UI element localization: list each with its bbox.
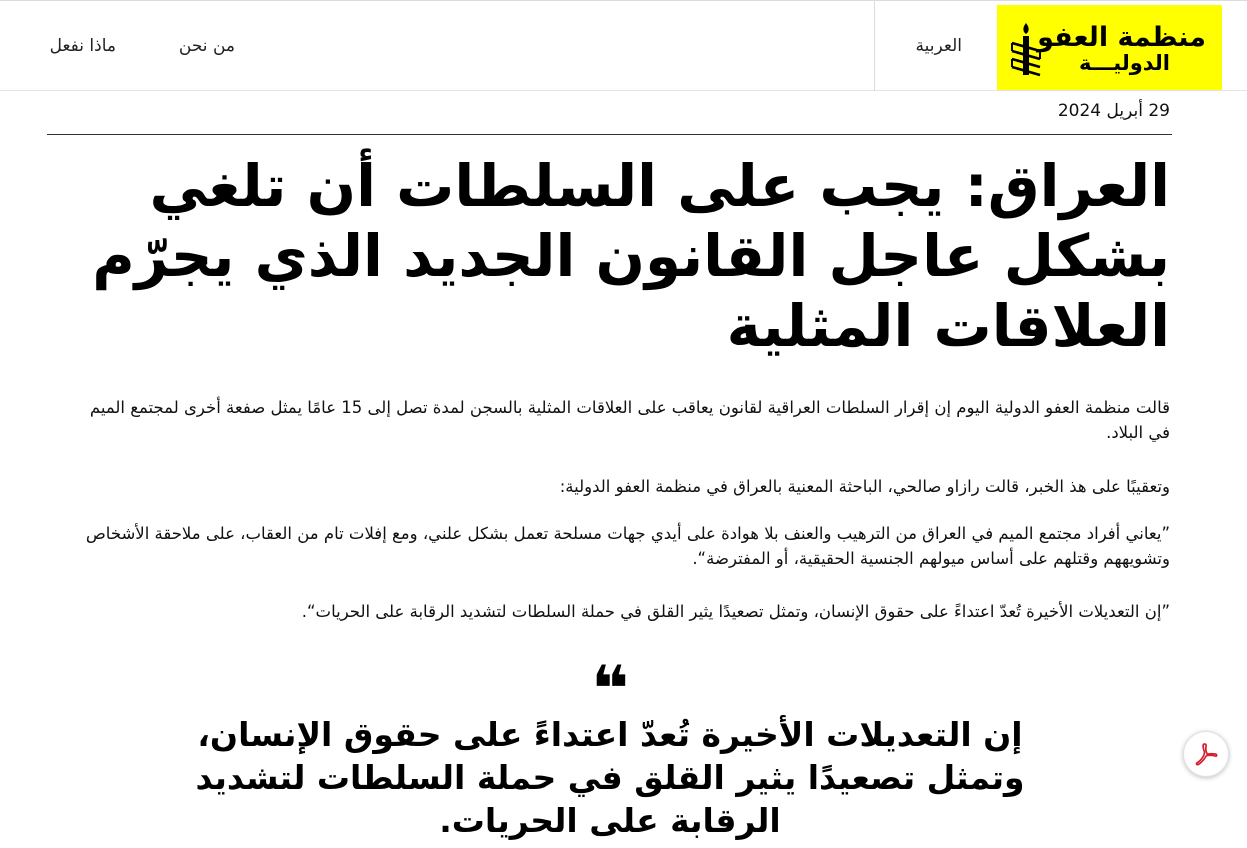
article-paragraph: قالت منظمة العفو الدولية اليوم إن إقرار السلطات العراقية لقانون يعاقب على العلاقات المثلية بالسجن لمدة تصل إلى 15 عامًا يمثل صفعة أخرى لمجتمع الميم في البلاد. <box>89 398 1170 442</box>
pull-quote: إن التعديلات الأخيرة تُعدّ اعتداءً على حقوق الإنسان، وتمثل تصعيدًا يثير القلق في حملة السلطات لتشديد الرقابة على الحريات. <box>195 715 1025 840</box>
language-switcher[interactable]: العربية <box>915 36 962 56</box>
pdf-icon <box>1193 741 1219 767</box>
date-divider <box>47 134 1172 135</box>
logo-text-line2: الدوليـــة <box>1079 51 1170 75</box>
candle-barbed-wire-icon <box>1009 21 1043 79</box>
nav-about-us[interactable]: من نحن <box>178 36 235 56</box>
amnesty-logo[interactable] <box>997 5 1222 90</box>
article-headline: العراق: يجب على السلطات أن تلغي بشكل عاجل القانون الجديد الذي يجرّم العلاقات المثلية <box>92 152 1170 360</box>
article-date: 29 أبريل 2024 <box>1057 101 1170 121</box>
nav-what-we-do[interactable]: ماذا نفعل <box>49 36 116 56</box>
header-divider <box>874 1 875 91</box>
article-paragraph: وتعقيبًا على هذ الخبر، قالت رازاو صالحي، الباحثة المعنية بالعراق في منظمة العفو الدولية: <box>559 477 1170 496</box>
site-header <box>0 0 1247 91</box>
logo-text-line1: منظمة العفو <box>1037 22 1206 53</box>
article-paragraph: ”إن التعديلات الأخيرة تُعدّ اعتداءً على حقوق الإنسان، وتمثل تصعيدًا يثير القلق في حملة السلطات لتشديد الرقابة على الحريات“. <box>301 602 1170 621</box>
quote-mark-icon: ❝ <box>591 653 629 727</box>
pdf-download-button[interactable] <box>1183 731 1229 777</box>
article-paragraph: ”يعاني أفراد مجتمع الميم في العراق من الترهيب والعنف بلا هوادة على أيدي جهات مسلحة تعمل بشكل علني، ومع إفلات تام من العقاب، على ملاحقة الأشخاص وتشويههم وقتلهم على أساس ميولهم الجنسية الحقيقية، أو المفترضة“. <box>85 524 1170 568</box>
